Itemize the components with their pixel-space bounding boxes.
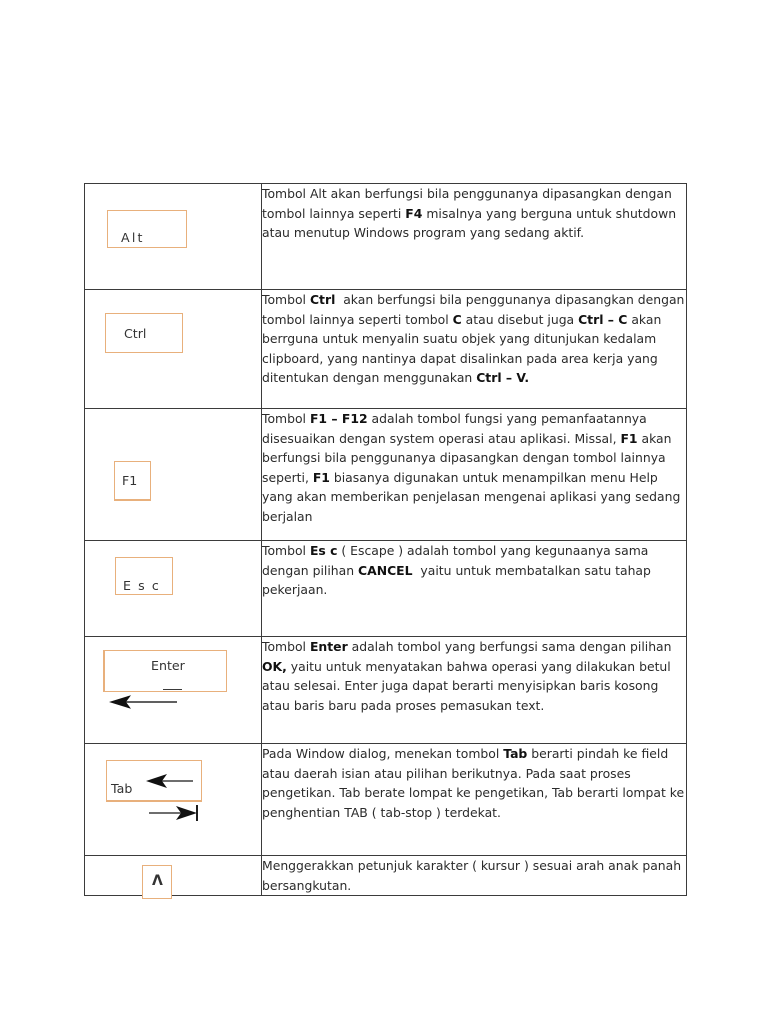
key-cell-esc [85, 541, 262, 637]
key-cell-arrow [85, 856, 262, 896]
table-row [85, 637, 687, 744]
key-box-ctrl [105, 313, 183, 353]
description-cell-ctrl [262, 290, 687, 409]
description-cell-enter [262, 637, 687, 744]
tab-left-arrow-icon [143, 772, 195, 790]
keyboard-function-table [84, 183, 687, 896]
description-text-alt: Tombol Alt akan berfungsi bila penggunanya dipasangkan dengan tombol lainnya seperti F4 misalnya yang berguna untuk shutdown atau menutup Windows program yang sedang aktif. [262, 186, 677, 241]
key-cell-tab [85, 744, 262, 856]
left-arrow-icon [105, 693, 179, 711]
description-cell-alt [262, 184, 687, 290]
table-row [85, 541, 687, 637]
key-cell-enter [85, 637, 262, 744]
description-text-arrow: Menggerakkan petunjuk karakter ( kursur ) sesuai arah anak panah bersangkutan. [262, 858, 682, 893]
description-cell-esc [262, 541, 687, 637]
tab-right-arrow-bar-icon [147, 804, 203, 822]
key-label-esc: E s c [123, 578, 161, 593]
key-cell-ctrl [85, 290, 262, 409]
key-label-tab: Tab [111, 781, 133, 796]
key-label-f1: F1 [122, 473, 138, 488]
key-box-enter [103, 650, 227, 692]
key-box-esc [115, 557, 173, 595]
table-row [85, 290, 687, 409]
description-cell-arrow [262, 856, 687, 896]
key-label-arrow: Λ [152, 873, 163, 889]
description-text-f1: Tombol F1 – F12 adalah tombol fungsi yang pemanfaatannya disesuaikan dengan system operasi atau aplikasi. Missal, F1 akan berfungsi bila penggunanya dipasangkan dengan tombol lainnya seperti, F1 biasanya digunakan untuk menampilkan menu Help yang akan memberikan penjelasan mengenai aplikasi yang sedang berjalan [262, 411, 681, 524]
description-text-esc: Tombol Es c ( Escape ) adalah tombol yang kegunaanya sama dengan pilihan CANCEL yaitu untuk membatalkan satu tahap pekerjaan. [262, 543, 651, 598]
description-text-enter: Tombol Enter adalah tombol yang berfungsi sama dengan pilihan OK, yaitu untuk menyatakan bahwa operasi yang dilakukan betul atau selesai. Enter juga dapat berarti menyisipkan baris kosong atau baris baru pada proses pemasukan text. [262, 639, 672, 713]
description-text-ctrl: Tombol Ctrl akan berfungsi bila penggunanya dipasangkan dengan tombol lainnya seperti tombol C atau disebut juga Ctrl – C akan berrguna untuk menyalin suatu objek yang ditunjukan kedalam clipboard, yang nantinya dapat disalinkan pada area kerja yang ditentukan dengan menggunakan Ctrl – V. [262, 292, 685, 386]
key-box-f1 [114, 461, 151, 501]
table-row [85, 184, 687, 290]
enter-dash-icon [163, 689, 182, 690]
key-cell-alt [85, 184, 262, 290]
description-text-tab: Pada Window dialog, menekan tombol Tab berarti pindah ke field atau daerah isian atau pilihan berikutnya. Pada saat proses pengetikan. Tab berate lompat ke pengetikan, Tab berarti lompat ke penghentian TAB ( tab-stop ) terdekat. [262, 746, 685, 820]
key-label-ctrl: Ctrl [124, 326, 147, 341]
description-cell-tab [262, 744, 687, 856]
table-row [85, 409, 687, 541]
description-cell-f1 [262, 409, 687, 541]
table-row [85, 856, 687, 896]
key-cell-f1 [85, 409, 262, 541]
key-label-alt: Alt [121, 230, 145, 245]
table-row [85, 744, 687, 856]
key-label-enter: Enter [151, 658, 185, 673]
key-box-arrow [142, 865, 172, 899]
key-box-alt [107, 210, 187, 248]
